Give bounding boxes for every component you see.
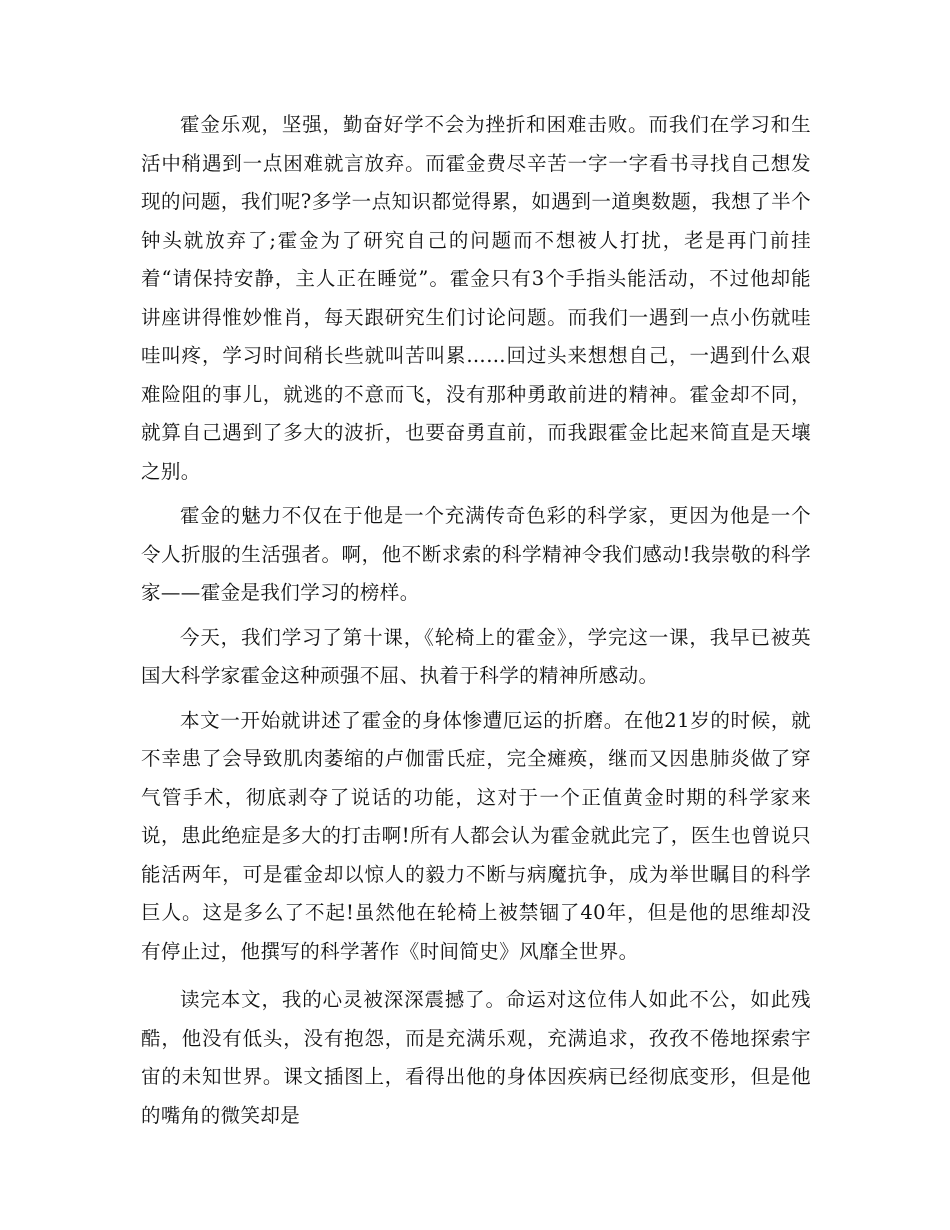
- paragraph-4: 本文一开始就讲述了霍金的身体惨遭厄运的折磨。在他21岁的时候，就不幸患了会导致肌肉萎缩的卢伽雷氏症，完全瘫痪，继而又因患肺炎做了穿气管手术，彻底剥夺了说话的功能，这对于一个正值黄金时期的科学家来说，患此绝症是多大的打击啊!所有人都会认为霍金就此完了，医生也曾说只能活两年，可是霍金却以惊人的毅力不断与病魔抗争，成为举世瞩目的科学巨人。这是多么了不起!虽然他在轮椅上被禁锢了40年，但是他的思维却没有停止过，他撰写的科学著作《时间简史》风靡全世界。: [141, 708, 811, 963]
- document-body: [141, 106, 811, 1141]
- paragraph-2: 霍金的魅力不仅在于他是一个充满传奇色彩的科学家，更因为他是一个令人折服的生活强者。啊，他不断求索的科学精神令我们感动!我崇敬的科学家——霍金是我们学习的榜样。: [141, 504, 811, 604]
- paragraph-3: 今天，我们学习了第十课，《轮椅上的霍金》，学完这一课，我早已被英国大科学家霍金这种顽强不屈、执着于科学的精神所感动。: [141, 625, 811, 687]
- paragraph-1: 霍金乐观，坚强，勤奋好学不会为挫折和困难击败。而我们在学习和生活中稍遇到一点困难就言放弃。而霍金费尽辛苦一字一字看书寻找自己想发现的问题，我们呢?多学一点知识都觉得累，如遇到一道奥数题，我想了半个钟头就放弃了;霍金为了研究自己的问题而不想被人打扰，老是再门前挂着“请保持安静，主人正在睡觉”。霍金只有3个手指头能活动，不过他却能讲座讲得惟妙惟肖，每天跟研究生们讨论问题。而我们一遇到一点小伤就哇哇叫疼，学习时间稍长些就叫苦叫累……回过头来想想自己，一遇到什么艰难险阻的事儿，就逃的不意而飞，没有那种勇敢前进的精神。霍金却不同，就算自己遇到了多大的波折，也要奋勇直前，而我跟霍金比起来简直是天壤之别。: [141, 113, 811, 483]
- paragraph-5: 读完本文，我的心灵被深深震撼了。命运对这位伟人如此不公，如此残酷，他没有低头，没有抱怨，而是充满乐观，充满追求，孜孜不倦地探索宇宙的未知世界。课文插图上，看得出他的身体因疾病已经彻底变形，但是他的嘴角的微笑却是: [141, 988, 811, 1127]
